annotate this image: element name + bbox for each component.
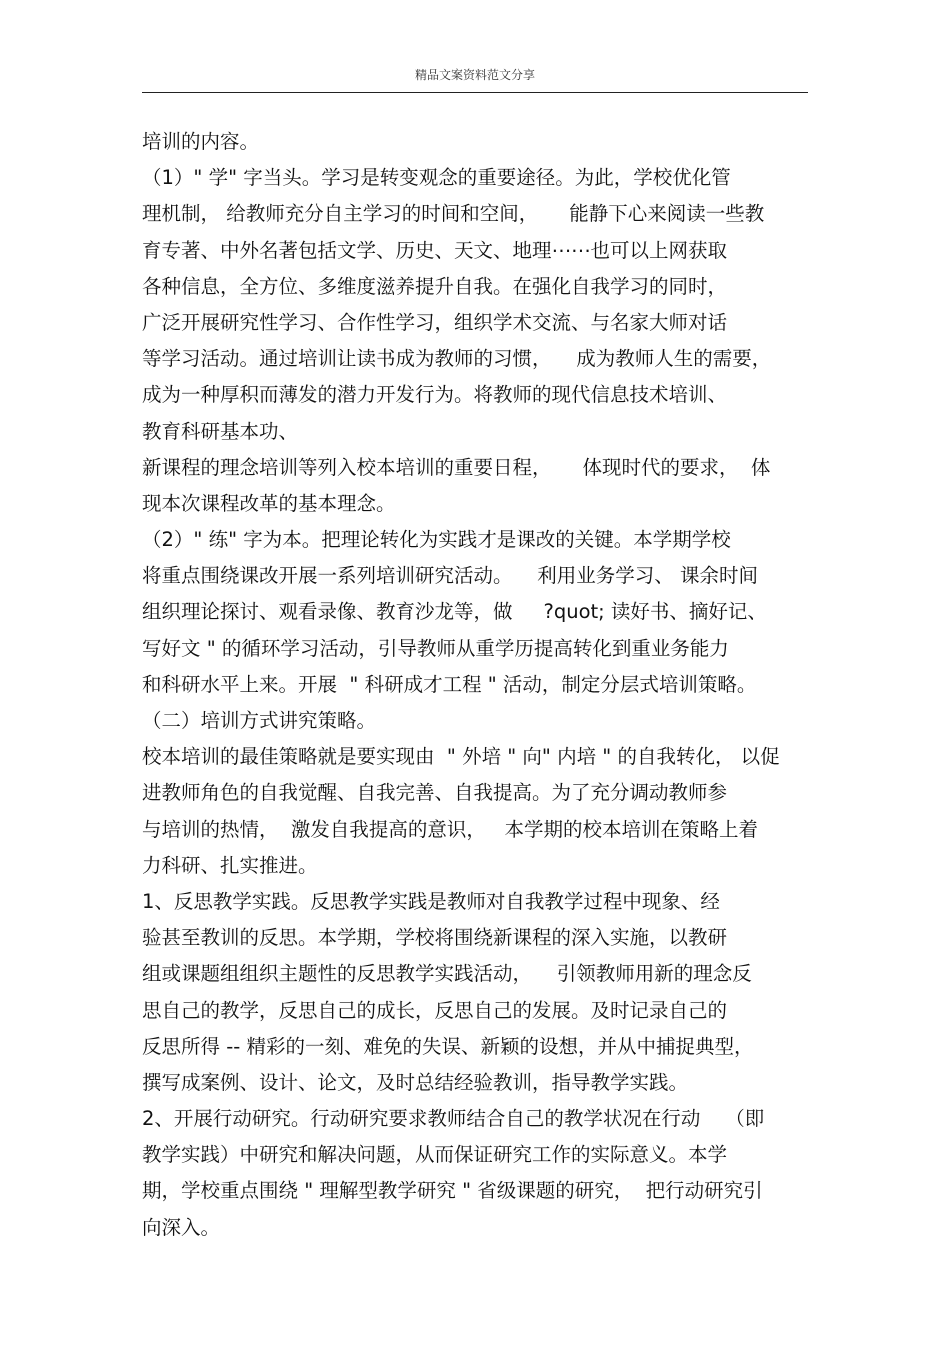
text-line: 验甚至教训的反思。本学期，学校将围绕新课程的深入实施，以教研 — [142, 926, 728, 950]
text-line: 2、开展行动研究。行动研究要求教师结合自己的教学状况在行动 （即 — [142, 1107, 765, 1131]
document-body — [142, 124, 812, 1246]
text-line: 与培训的热情， 激发自我提高的意识， 本学期的校本培训在策略上着 — [142, 817, 758, 841]
text-line: 反思所得 -- 精彩的一刻、难免的失误、新颖的设想，并从中捕捉典型， — [142, 1034, 754, 1058]
header-title: 精品文案资料范文分享 — [414, 68, 535, 82]
text-line: 组织理论探讨、观看录像、教育沙龙等，做 ?quot; 读好书、摘好记、 — [142, 600, 767, 624]
text-line: 现本次课程改革的基本理念。 — [142, 491, 396, 515]
text-line: 进教师角色的自我觉醒、自我完善、自我提高。为了充分调动教师参 — [142, 781, 728, 805]
text-line: （1）" 学" 字当头。学习是转变观念的重要途径。为此，学校优化管 — [142, 166, 731, 190]
text-line: 向深入。 — [142, 1215, 221, 1239]
text-line: 培训的内容。 — [142, 130, 260, 153]
text-line: 育专著、中外名著包括文学、历史、天文、地理⋯⋯也可以上网获取 — [142, 238, 728, 262]
text-line: 将重点围绕课改开展一系列培训研究活动。 利用业务学习、 课余时间 — [142, 564, 758, 588]
text-line: （2）" 练" 字为本。把理论转化为实践才是课改的关键。本学期学校 — [142, 528, 731, 552]
text-line: 成为一种厚积而薄发的潜力开发行为。将教师的现代信息技术培训、 — [142, 383, 728, 407]
text-line: 校本培训的最佳策略就是要实现由 " 外培 " 向" 内培 " 的自我转化， 以促 — [142, 745, 780, 769]
text-line: 撰写成案例、设计、论文，及时总结经验教训，指导教学实践。 — [142, 1070, 689, 1094]
text-line: 理机制， 给教师充分自主学习的时间和空间， 能静下心来阅读一些教 — [142, 202, 765, 226]
text-line: 教育科研基本功、 — [142, 419, 299, 443]
text-line: 写好文 " 的循环学习活动，引导教师从重学历提高转化到重业务能力 — [142, 636, 729, 660]
page-header — [142, 66, 808, 93]
text-line: （二）培训方式讲究策略。 — [142, 709, 377, 732]
text-line: 等学习活动。通过培训让读书成为教师的习惯， 成为教师人生的需要， — [142, 347, 772, 371]
text-line: 力科研、扎实推进。 — [142, 853, 318, 877]
text-line: 教学实践）中研究和解决问题，从而保证研究工作的实际意义。本学 — [142, 1143, 728, 1167]
text-line: 新课程的理念培训等列入校本培训的重要日程， 体现时代的要求， 体 — [142, 455, 771, 479]
text-line: 各种信息，全方位、多维度滋养提升自我。在强化自我学习的同时， — [142, 274, 728, 298]
text-line: 1、反思教学实践。反思教学实践是教师对自我教学过程中现象、经 — [142, 889, 720, 913]
text-line: 期，学校重点围绕 " 理解型教学研究 " 省级课题的研究， 把行动研究引 — [142, 1179, 763, 1203]
text-line: 和科研水平上来。开展 " 科研成才工程 " 活动，制定分层式培训策略。 — [142, 672, 757, 696]
text-line: 思自己的教学，反思自己的成长，反思自己的发展。及时记录自己的 — [142, 998, 728, 1022]
text-line: 组或课题组组织主题性的反思教学实践活动， 引领教师用新的理念反 — [142, 962, 752, 986]
text-line: 广泛开展研究性学习、合作性学习，组织学术交流、与名家大师对话 — [142, 310, 728, 334]
